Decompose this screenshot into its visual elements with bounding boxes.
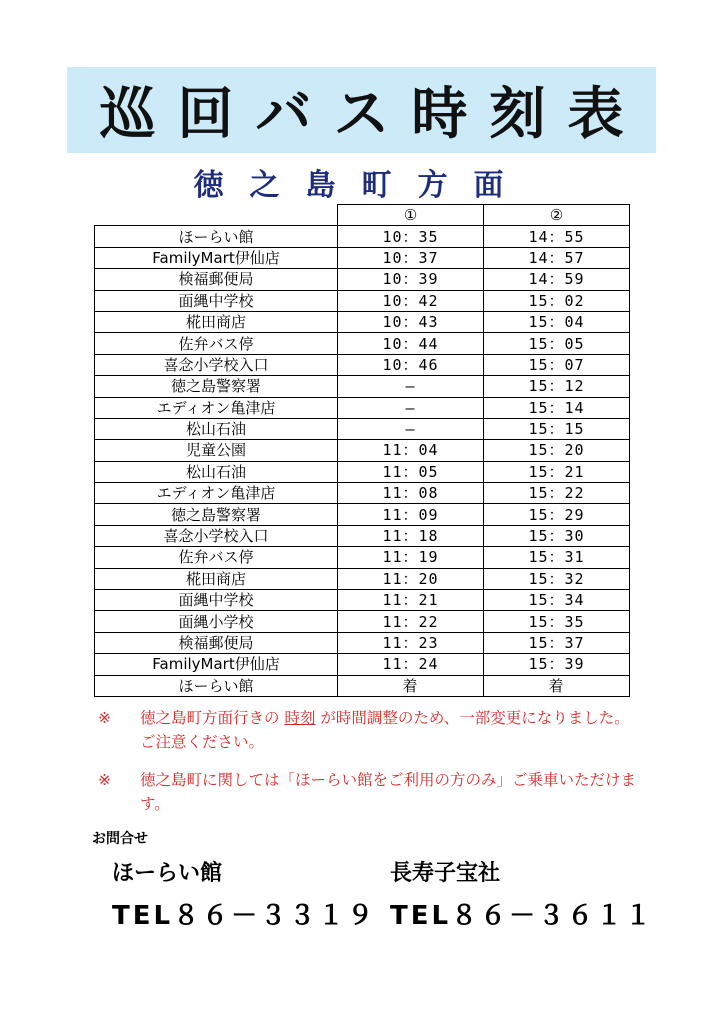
- bus-stop-name: 椛田商店: [95, 568, 338, 589]
- bus-stop-name: 喜念小学校入口: [95, 354, 338, 375]
- bus-stop-name: 面縄小学校: [95, 611, 338, 632]
- timetable-row: [95, 504, 630, 525]
- trip-1-time: 10：35: [338, 226, 484, 247]
- bus-stop-name: 児童公園: [95, 440, 338, 461]
- trip-2-time: 15：30: [484, 525, 630, 546]
- timetable: [94, 204, 630, 697]
- bus-stop-name: 面縄中学校: [95, 590, 338, 611]
- timetable-row: [95, 568, 630, 589]
- direction-subtitle: 徳之島町方面: [193, 168, 530, 203]
- timetable-row: [95, 247, 630, 268]
- note-mark: ※: [98, 771, 111, 789]
- note-text: [140, 768, 639, 816]
- trip-1-time: 11：08: [338, 483, 484, 504]
- timetable-row: [95, 654, 630, 675]
- trip-1-time: 11：23: [338, 632, 484, 653]
- trip-2-time: 15：21: [484, 461, 630, 482]
- timetable-header-row: [95, 205, 630, 226]
- bus-stop-name: 佐弁バス停: [95, 333, 338, 354]
- trip-2-time: 15：04: [484, 311, 630, 332]
- timetable-row: [95, 440, 630, 461]
- trip-1-time: 11：21: [338, 590, 484, 611]
- trip-2-time: 14：57: [484, 247, 630, 268]
- timetable-row: [95, 269, 630, 290]
- bus-stop-name: FamilyMart伊仙店: [95, 654, 338, 675]
- bus-stop-name: 検福郵便局: [95, 632, 338, 653]
- timetable-body: [95, 226, 630, 697]
- trip-2-time: 15：12: [484, 376, 630, 397]
- header-trip-2: ②: [484, 205, 630, 226]
- trip-2-time: 15：37: [484, 632, 630, 653]
- trip-2-time: 14：55: [484, 226, 630, 247]
- trip-1-time: 10：42: [338, 290, 484, 311]
- timetable-row: [95, 675, 630, 696]
- trip-2-time: 15：15: [484, 418, 630, 439]
- timetable-row: [95, 461, 630, 482]
- note-text-before: 徳之島町に関しては「ほーらい館をご利用の方のみ」ご乗車いただけます。: [140, 771, 637, 813]
- trip-1-time: 着: [338, 675, 484, 696]
- trip-1-time: 11：09: [338, 504, 484, 525]
- trip-1-time: 11：18: [338, 525, 484, 546]
- timetable-row: [95, 226, 630, 247]
- trip-2-time: 15：31: [484, 547, 630, 568]
- bus-stop-name: 検福郵便局: [95, 269, 338, 290]
- bus-stop-name: 徳之島警察署: [95, 376, 338, 397]
- trip-1-time: —: [338, 376, 484, 397]
- header-trip-1: ①: [338, 205, 484, 226]
- bus-stop-name: ほーらい館: [95, 675, 338, 696]
- note-mark: ※: [98, 709, 111, 727]
- timetable-row: [95, 290, 630, 311]
- trip-2-time: 15：20: [484, 440, 630, 461]
- trip-2-time: 15：32: [484, 568, 630, 589]
- header-blank-cell: [95, 205, 338, 226]
- bus-stop-name: 松山石油: [95, 461, 338, 482]
- trip-1-time: 10：43: [338, 311, 484, 332]
- bus-stop-name: FamilyMart伊仙店: [95, 247, 338, 268]
- trip-1-time: 11：05: [338, 461, 484, 482]
- trip-2-time: 15：02: [484, 290, 630, 311]
- note-item: [94, 706, 639, 754]
- timetable-row: [95, 397, 630, 418]
- timetable-row: [95, 418, 630, 439]
- bus-stop-name: ほーらい館: [95, 226, 338, 247]
- trip-2-time: 15：29: [484, 504, 630, 525]
- timetable-row: [95, 590, 630, 611]
- trip-1-time: 11：19: [338, 547, 484, 568]
- trip-2-time: 15：39: [484, 654, 630, 675]
- notes-section: [94, 706, 639, 830]
- timetable-row: [95, 632, 630, 653]
- trip-1-time: 10：37: [338, 247, 484, 268]
- trip-1-time: 10：44: [338, 333, 484, 354]
- contact-label: お問合せ: [92, 831, 148, 847]
- trip-2-time: 15：34: [484, 590, 630, 611]
- trip-1-time: 10：46: [338, 354, 484, 375]
- trip-1-time: —: [338, 397, 484, 418]
- title-banner: [67, 67, 656, 153]
- trip-2-time: 15：05: [484, 333, 630, 354]
- timetable-row: [95, 333, 630, 354]
- trip-1-time: 11：04: [338, 440, 484, 461]
- contact-phone: TEL８６－３３１９: [112, 901, 377, 931]
- note-text-after: が時間調整のため、一部変更になりました。ご注意ください。: [140, 709, 630, 751]
- note-text-before: 徳之島町方面行きの: [140, 709, 285, 727]
- note-text-underlined: 時刻: [284, 709, 316, 727]
- trip-2-time: 14：59: [484, 269, 630, 290]
- timetable-row: [95, 611, 630, 632]
- trip-2-time: 着: [484, 675, 630, 696]
- trip-2-time: 15：07: [484, 354, 630, 375]
- contact-phone: TEL８６－３６１１: [390, 901, 655, 931]
- contact-horaikan: [112, 856, 376, 932]
- timetable-row: [95, 525, 630, 546]
- trip-2-time: 15：14: [484, 397, 630, 418]
- contact-name: ほーらい館: [112, 861, 223, 886]
- bus-stop-name: 佐弁バス停: [95, 547, 338, 568]
- contact-chojukodakarasha: [390, 856, 654, 932]
- bus-stop-name: 椛田商店: [95, 311, 338, 332]
- trip-2-time: 15：35: [484, 611, 630, 632]
- bus-stop-name: 面縄中学校: [95, 290, 338, 311]
- trip-2-time: 15：22: [484, 483, 630, 504]
- bus-stop-name: 徳之島警察署: [95, 504, 338, 525]
- bus-stop-name: 喜念小学校入口: [95, 525, 338, 546]
- timetable-row: [95, 376, 630, 397]
- page-title: 巡回バス時刻表: [99, 82, 646, 147]
- trip-1-time: 10：39: [338, 269, 484, 290]
- timetable-row: [95, 354, 630, 375]
- trip-1-time: 11：20: [338, 568, 484, 589]
- trip-1-time: —: [338, 418, 484, 439]
- timetable-row: [95, 311, 630, 332]
- timetable-row: [95, 547, 630, 568]
- note-text: [140, 706, 639, 754]
- bus-stop-name: エディオン亀津店: [95, 397, 338, 418]
- trip-1-time: 11：24: [338, 654, 484, 675]
- trip-1-time: 11：22: [338, 611, 484, 632]
- contact-name: 長寿子宝社: [390, 861, 501, 886]
- note-item: [94, 768, 639, 816]
- timetable-row: [95, 483, 630, 504]
- bus-stop-name: エディオン亀津店: [95, 483, 338, 504]
- bus-stop-name: 松山石油: [95, 418, 338, 439]
